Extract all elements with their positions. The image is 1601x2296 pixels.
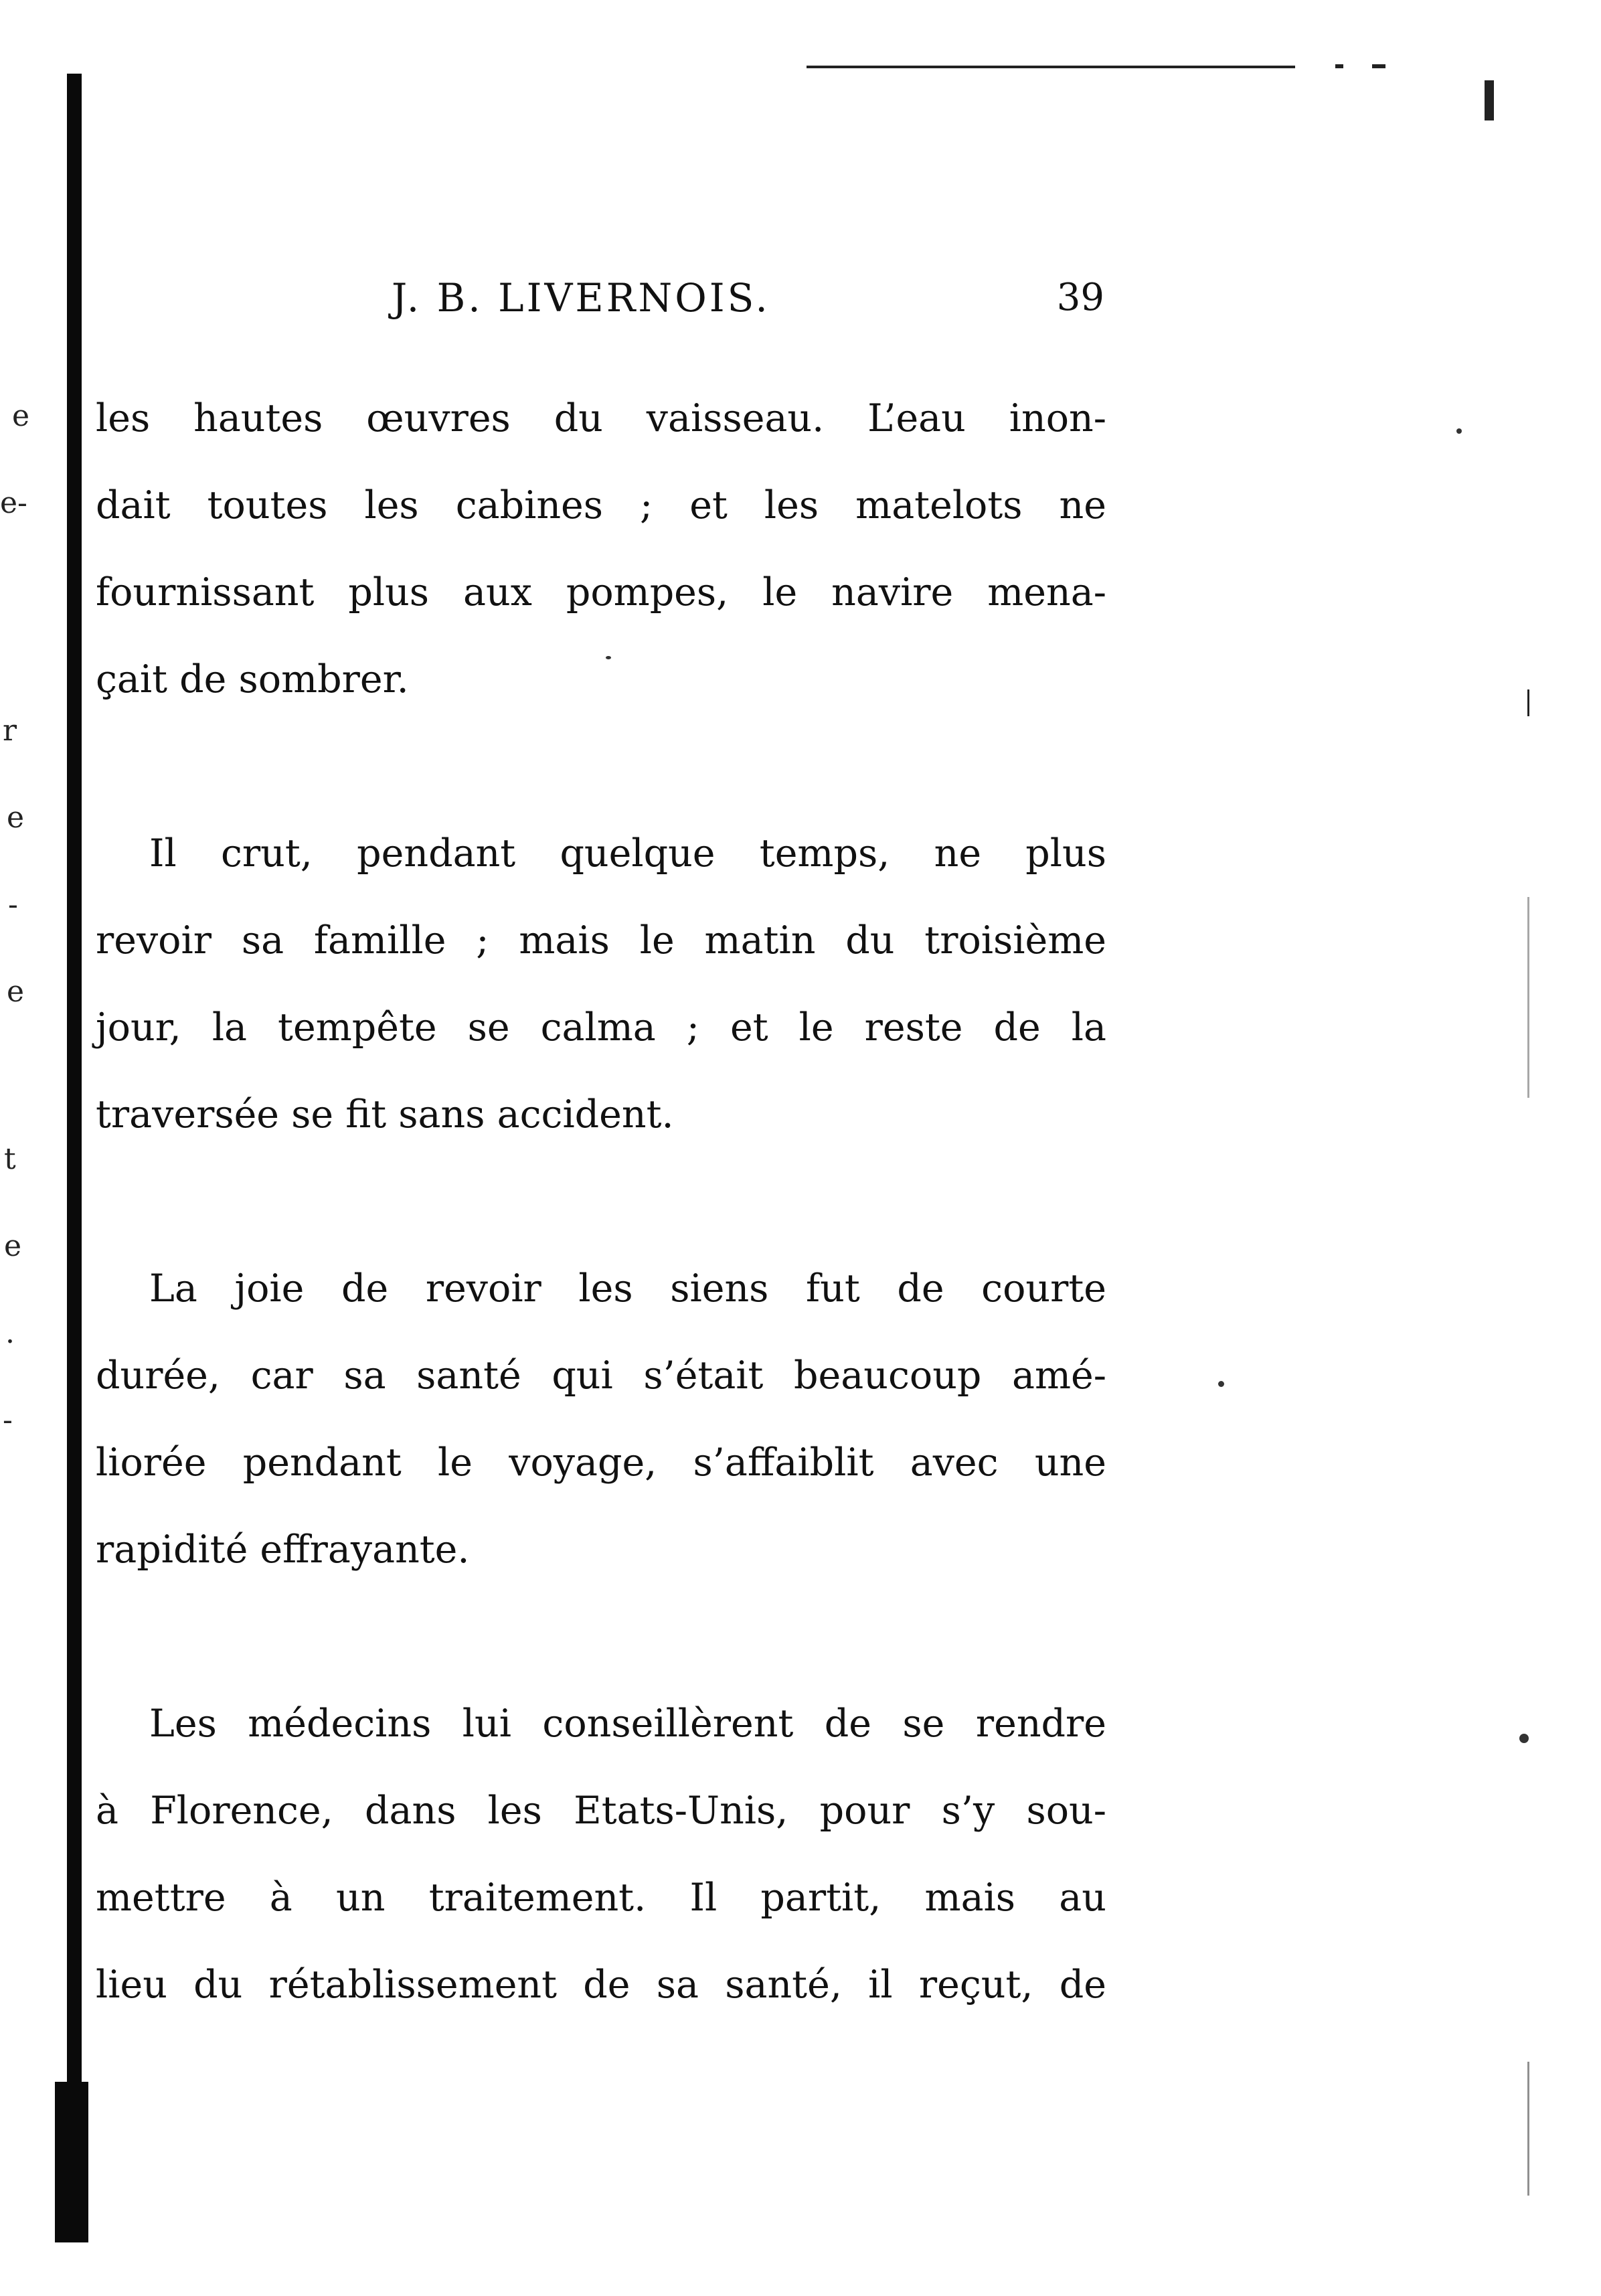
text-line: Les médecins lui conseillèrent de se rendre — [149, 1702, 1106, 1746]
text-line: liorée pendant le voyage, s’affaiblit avec une — [96, 1441, 1106, 1485]
body-text — [96, 375, 1106, 2028]
page-number: 39 — [1056, 276, 1104, 319]
running-title: J. B. LIVERNOIS. — [392, 275, 770, 321]
bleed-char: e — [7, 801, 25, 835]
bleed-char: - — [8, 888, 18, 922]
paragraph — [96, 375, 1106, 723]
bleed-char: e — [12, 399, 30, 433]
bleed-char: e — [4, 1229, 22, 1263]
bleed-char: . — [5, 1316, 15, 1350]
text-line: dait toutes les cabines ; et les matelots ne — [96, 483, 1106, 527]
edge-mark — [1527, 2062, 1529, 2196]
text-line: La joie de revoir les siens fut de courte — [149, 1266, 1106, 1311]
text-line: durée, car sa santé qui s’était beaucoup amé- — [96, 1354, 1106, 1398]
ink-speck — [1218, 1381, 1224, 1387]
text-line: traversée se fit sans accident. — [96, 1092, 674, 1137]
text-line: rapidité effrayante. — [96, 1528, 470, 1572]
gutter-bar-bottom — [55, 2082, 88, 2242]
paragraph — [96, 1680, 1106, 2028]
text-line: Il crut, pendant quelque temps, ne plus — [149, 831, 1106, 876]
bleed-char: e — [7, 975, 25, 1009]
top-rule — [807, 66, 1295, 68]
text-line: revoir sa famille ; mais le matin du troisième — [96, 918, 1106, 963]
paragraph — [96, 810, 1106, 1158]
bleed-char: - — [3, 1403, 13, 1437]
top-rule-dash — [1335, 64, 1343, 68]
text-line: mettre à un traitement. Il partit, mais au — [96, 1876, 1106, 1920]
edge-mark — [1485, 80, 1494, 120]
edge-mark — [1527, 897, 1529, 1098]
text-line: les hautes œuvres du vaisseau. L’eau inon- — [96, 396, 1106, 440]
text-line: à Florence, dans les Etats-Unis, pour s’y sou- — [96, 1789, 1106, 1833]
paragraph — [96, 1245, 1106, 1593]
bleed-char: r — [3, 714, 17, 748]
top-rule-dash — [1372, 64, 1385, 68]
text-line: lieu du rétablissement de sa santé, il reçut, de — [96, 1963, 1106, 2007]
gutter-bar — [67, 74, 82, 2242]
bleed-char: e- — [0, 486, 27, 520]
ink-speck — [1456, 428, 1462, 434]
running-head — [94, 271, 1104, 325]
text-line: çait de sombrer. — [96, 657, 409, 702]
ink-speck — [1519, 1734, 1529, 1743]
bleed-char: t — [4, 1142, 16, 1176]
text-line: jour, la tempête se calma ; et le reste de la — [96, 1005, 1106, 1050]
text-line: fournissant plus aux pompes, le navire mena- — [96, 570, 1106, 614]
edge-mark — [1527, 689, 1529, 716]
